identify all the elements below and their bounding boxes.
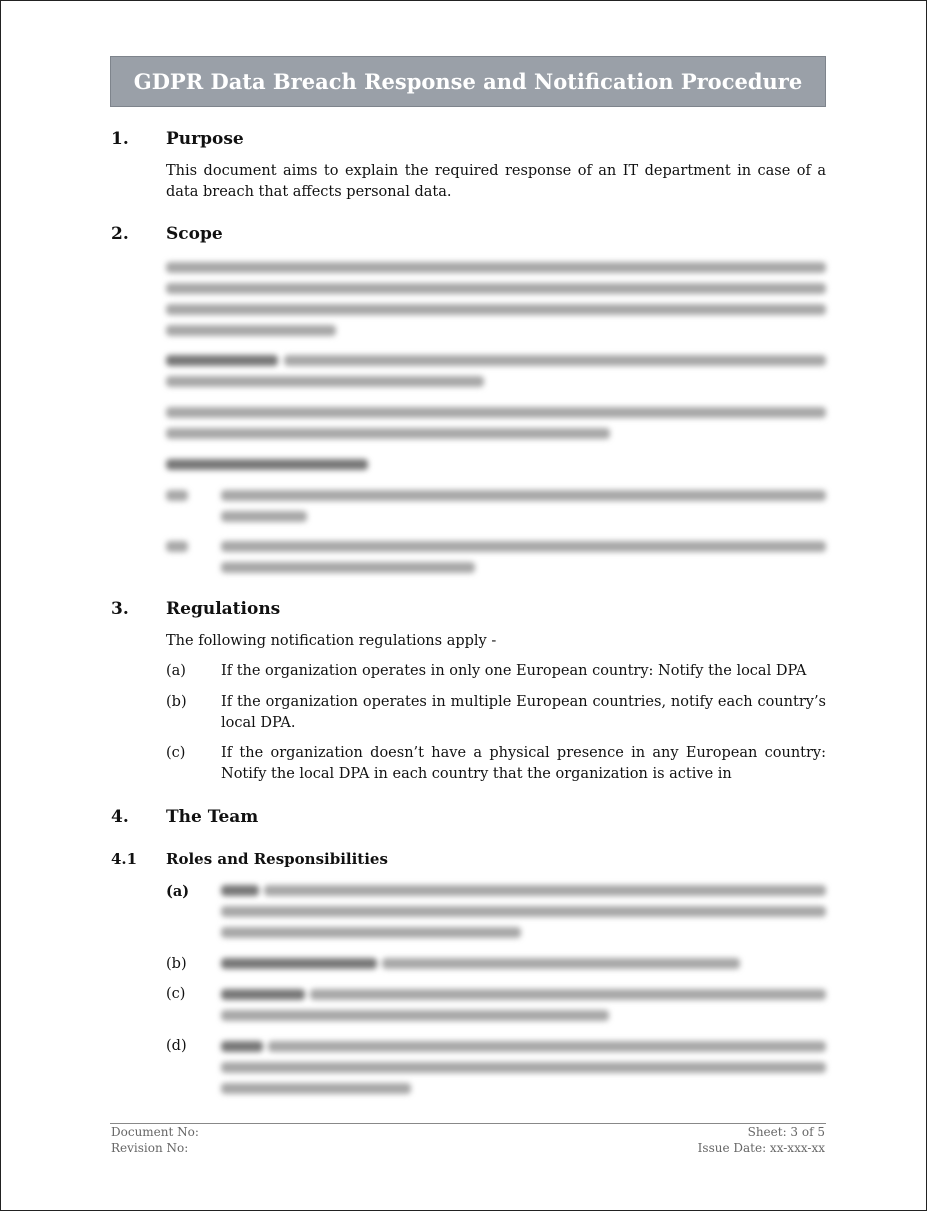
regulation-item-text: If the organization operates in multiple European countries, notify each country’s local DPA. — [221, 694, 826, 731]
document-title: GDPR Data Breach Response and Notification Procedure — [133, 69, 803, 94]
subsection-number-roles: 4.1 — [111, 850, 138, 868]
footer-issue-date: Issue Date: xx-xxx-xx — [697, 1141, 825, 1155]
footer-document-no: Document No: — [111, 1125, 199, 1139]
footer-sheet: Sheet: 3 of 5 — [747, 1125, 825, 1139]
purpose-paragraph: This document aims to explain the required response of an IT department in case of a data breach that affects personal data. — [166, 163, 826, 200]
section-title-team: The Team — [166, 807, 259, 827]
section-number-regulations: 3. — [111, 599, 129, 619]
section-title-scope: Scope — [166, 224, 223, 244]
footer-revision-no: Revision No: — [111, 1141, 189, 1155]
role-item-label: (c) — [166, 986, 186, 1002]
subsection-title-roles: Roles and Responsibilities — [166, 850, 388, 868]
role-item-label: (a) — [166, 883, 190, 900]
section-title-regulations: Regulations — [166, 599, 281, 619]
section-number-purpose: 1. — [111, 129, 129, 149]
regulation-item-label: (c) — [166, 745, 186, 761]
section-number-scope: 2. — [111, 224, 129, 244]
regulation-item-label: (a) — [166, 663, 186, 679]
role-item-label: (b) — [166, 956, 187, 972]
footer-divider — [110, 1123, 826, 1124]
regulation-item-text: If the organization doesn’t have a physical presence in any European country: Notify the local DPA in each country that the organization is active in — [221, 745, 826, 782]
title-banner — [110, 56, 826, 107]
role-item-label: (d) — [166, 1038, 187, 1054]
regulation-item-label: (b) — [166, 694, 187, 710]
section-number-team: 4. — [111, 807, 129, 827]
section-title-purpose: Purpose — [166, 129, 244, 149]
regulations-intro: The following notification regulations apply - — [166, 633, 497, 649]
regulation-item-text: If the organization operates in only one European country: Notify the local DPA — [221, 663, 807, 679]
